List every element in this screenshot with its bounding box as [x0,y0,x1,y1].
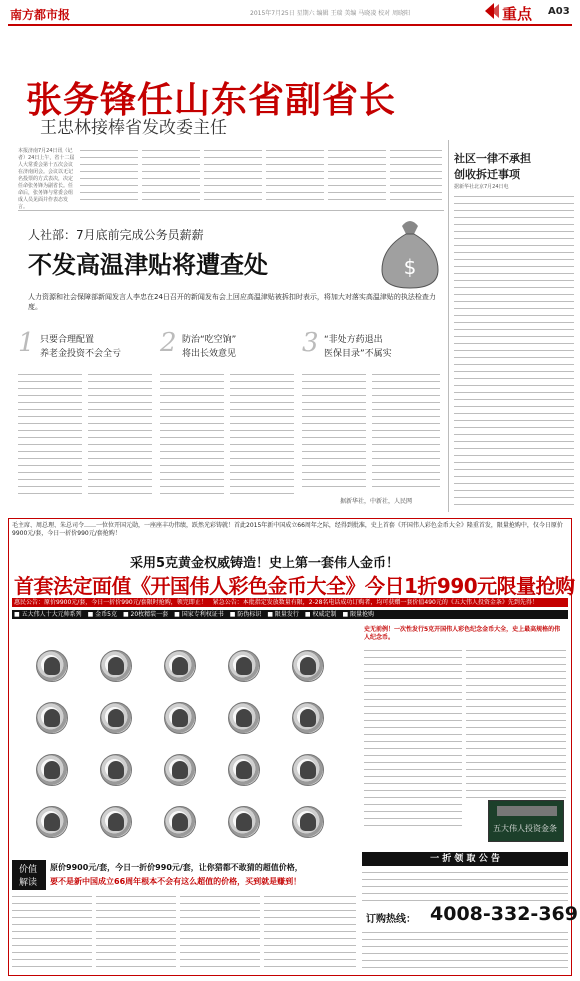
hot-item-line2: 养老金投资不会全亏 [40,349,122,359]
hot-title: 不发高温津贴将遭查处 [28,251,268,279]
value-body-col-2 [96,894,176,972]
svg-text:$: $ [403,255,417,279]
ad-slogan: 采用5克黄金权威铸造！史上第一套伟人金币！ [130,556,400,571]
hot-separator [18,210,444,211]
hot-body-col-3 [160,372,224,500]
lead-body-col-5 [266,148,324,206]
section-marker [482,2,500,20]
lead-byline-prefix: 本报济南7月24日讯（记者 [18,148,73,161]
ad-panel-col-1 [364,648,462,830]
ad-spec-strip: ■ 五大伟人十大元帅系列 ■ 金币5克 ■ 20枚精装一套 ■ 国家专利权证书 ■ 防伪标识 ■ 限量发行 ■ 权威定制 ■ 限量抢购 [12,610,568,619]
hot-body-col-6 [372,372,440,490]
hot-item-line1: “非处方药退出 [324,335,383,345]
header-meta: 2015年7月25日 星期六 编辑 王瑞 美编 马晓凌 校对 周晓阳 [250,10,411,17]
value-body-col-4 [264,894,356,972]
hot-item-number: 3 [302,328,319,358]
hot-item-2 [160,328,300,364]
order-title: 一 折 领 取 公 告 [362,852,568,866]
coin-grid [14,628,358,856]
value-badge-line-2: 解读 [19,878,38,888]
gold-bar-name: 五大伟人投资金条 [493,824,557,833]
value-body-col-3 [180,894,260,972]
coin-image [228,702,260,734]
hot-body-col-1 [18,372,82,500]
coin-image [292,702,324,734]
hot-item-number: 2 [160,328,177,358]
hot-item-number: 1 [18,328,35,358]
lead-body-col-3 [142,148,200,206]
order-hotline-number: 4008-332-369 [430,903,578,925]
header-rule [8,24,572,26]
section-chevron-icon [482,2,500,20]
coin-image [228,650,260,682]
hot-item-line1: 防治“吃空饷” [182,335,237,345]
value-body-col-1 [12,894,92,972]
order-body [362,870,568,904]
value-badge-line-1: 价值 [19,865,38,875]
hot-body-col-2 [88,372,152,500]
coin-image [36,650,68,682]
value-title-2: 要不是新中国成立66周年根本不会有这么超值的价格，买到就是赚到！ [50,877,302,886]
hot-item-line2: 医保目录”不属实 [324,349,392,359]
coin-image [164,650,196,682]
sidebar-body [454,194,574,510]
gold-bar-image [488,800,564,842]
coin-image [36,806,68,838]
lead-body-col-7 [390,148,442,206]
hot-intro: 人力资源和社会保障部新闻发言人李忠在24日召开的新闻发布会上回应高温津贴被拆扣时表示，将加大对落实高温津贴的执法检查力度。 [28,293,436,311]
coin-image [100,702,132,734]
lead-byline-rest: ）24日上午，省十二届人大常委会第十五次会议在济南闭会。会议以无记名投票的方式表决，决定任命张务锋为副省长。任命后，张务锋与常委会组成人员见面并作表态发言。 [18,155,75,210]
coin-image [164,754,196,786]
hot-item-1 [18,328,158,364]
lead-body-col-6 [328,148,386,206]
coin-image [292,650,324,682]
ad-headline: 首套法定面值《开国伟人彩色金币大全》今日1折990元限量抢购 [14,574,575,598]
section-title: 重点 [502,5,533,23]
order-terms [362,930,568,970]
page-number: A03 [548,6,570,17]
ad-top-strip: 毛主席、周总理、朱总司令……一位位开国元勋，一座座丰功伟绩，跃然光彩铸就！首此2015年新中国成立66周年之际，经得到批准，史上首套《开国伟人彩色金币大全》隆重首发，限量抢购中，仅今日原价9900元/套，今日一折价990元/套抢购！ [12,522,563,537]
lead-body-col-2 [80,148,138,206]
coin-image [228,754,260,786]
lead-title: 张务锋任山东省副省长 [26,80,397,121]
value-title-1: 原价9900元/套，今日一折价990元/套，让你猎都不敢猜的超值价格， [50,863,303,872]
coin-image [100,754,132,786]
lead-subtitle: 王忠林接棒省发改委主任 [40,118,227,138]
ad-panel-col-2 [466,648,566,798]
coin-image [100,806,132,838]
order-hotline-label: 订购热线： [366,914,416,925]
ad-panel-title: 史无前例！一次性发行5克开国伟人彩色纪念金币大全，史上最高规格的伟人纪念币。 [364,626,561,641]
hot-item-line2: 将出长效意见 [182,349,237,359]
coin-image [228,806,260,838]
money-bag-illustration [372,212,448,292]
coin-image [164,702,196,734]
coin-image [164,806,196,838]
masthead-logo: 南方都市报 [10,8,71,22]
value-badge [12,860,46,890]
sidebar-byline: 据新华社北京7月24日电 [454,184,509,190]
coin-image [292,806,324,838]
coin-image [100,650,132,682]
hot-item-3 [302,328,442,364]
hot-credit: 据新华社，中新社，人民网 [340,498,413,505]
gold-bar-row [497,806,557,816]
ad-price-strip: 惠民公告：原价9900元/套，今日一折价990元/套限时抢购，领完即止！ 紧急公告：本批指定发放数量有限，2-28名电话成功订购者，均可获赠一套价值490元的《五大伟人投资金条》先到先得！ [12,598,568,607]
sidebar-title-1: 社区一律不承担 [454,152,531,165]
column-divider [448,140,449,512]
coin-image [36,702,68,734]
sidebar-title-2: 创收拆迁事项 [454,168,520,181]
coin-image [292,754,324,786]
coin-image [36,754,68,786]
lead-byline [18,148,76,210]
hot-body-col-5 [302,372,366,490]
hot-kicker: 人社部：7月底前完成公务员薪薪 [28,228,204,242]
hot-item-line1: 只要合理配置 [40,335,95,345]
lead-body-col-4 [204,148,262,206]
hot-body-col-4 [230,372,294,500]
